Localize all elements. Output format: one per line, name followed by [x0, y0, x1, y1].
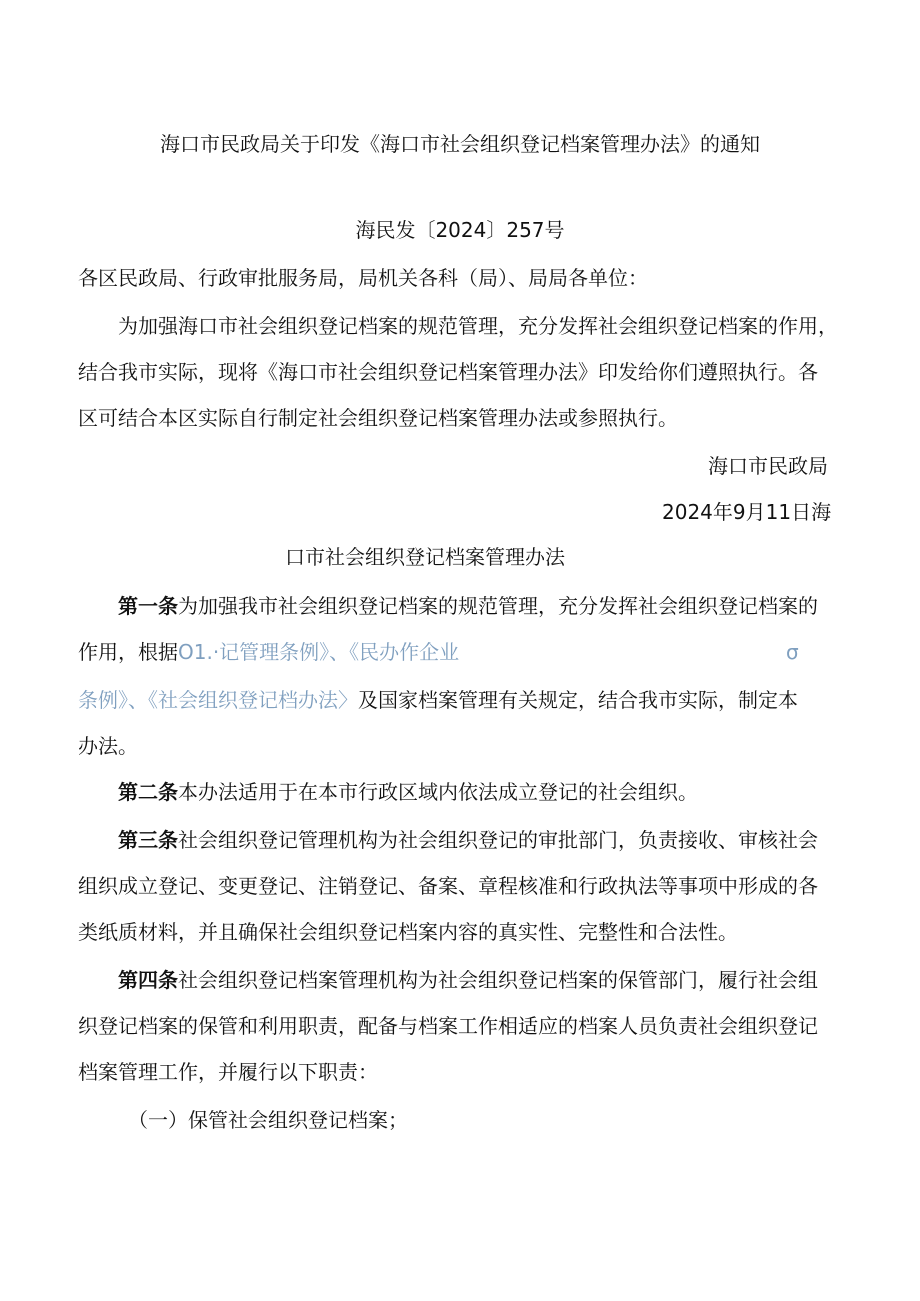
article-1-text-1: 为加强我市社会组织登记档案的规范管理，充分发挥社会组织登记档案的: [178, 594, 818, 618]
duty-item-1: （一）保管社会组织登记档案；: [128, 1108, 408, 1132]
article-1-line-1: [118, 592, 818, 620]
article-1-text-3-rest: 及国家档案管理有关规定，结合我市实际，制定本: [358, 688, 798, 712]
intro-line-3: 区可结合本区实际自行制定社会组织登记档案管理办法或参照执行。: [78, 406, 678, 430]
article-3-label: 第三条: [118, 828, 178, 852]
article-2-text-1: 本办法适用于在本市行政区域内依法成立登记的社会组织。: [178, 780, 698, 804]
article-4-text-1: 社会组织登记档案管理机构为社会组织登记档案的保管部门，履行社会组: [178, 968, 818, 992]
document-title: 海口市民政局关于印发《海口市社会组织登记档案管理办法》的通知: [160, 132, 760, 156]
article-1-label: 第一条: [118, 594, 178, 618]
article-3-line-2: 组织成立登记、变更登记、注销登记、备案、章程核准和行政执法等事项中形成的各: [78, 874, 818, 898]
article-4-line-2: 织登记档案的保管和利用职责，配备与档案工作相适应的档案人员负责社会组织登记: [78, 1014, 818, 1038]
intro-line-2: 结合我市实际，现将《海口市社会组织登记档案管理办法》印发给你们遵照执行。各: [78, 360, 818, 384]
intro-line-1: 为加强海口市社会组织登记档案的规范管理，充分发挥社会组织登记档案的作用，: [118, 314, 838, 338]
document-number: 海民发〔2024〕257号: [355, 218, 565, 242]
article-1-line-4: 办法。: [78, 734, 138, 758]
article-2-label: 第二条: [118, 780, 178, 804]
article-1-line-2: [78, 638, 459, 666]
addressee: 各区民政局、行政审批服务局，局机关各科（局）、局局各单位：: [78, 266, 648, 290]
article-3-line-3: 类纸质材料，并且确保社会组织登记档案内容的真实性、完整性和合法性。: [78, 920, 738, 944]
regulation-reference-link-2[interactable]: 条例》、《社会组织登记档办法〉: [78, 688, 358, 712]
date-line: 2024年9月11日海: [662, 500, 832, 524]
article-4-line-1: [118, 966, 818, 994]
article-2-line-1: [118, 778, 698, 806]
article-4-line-3: 档案管理工作，并履行以下职责：: [78, 1060, 378, 1084]
article-1-line-3: [78, 686, 798, 714]
article-3-text-1: 社会组织登记管理机构为社会组织登记的审批部门，负责接收、审核社会: [178, 828, 818, 852]
regulation-reference-link[interactable]: O1.·记管理条例》、《民办作企业: [178, 640, 460, 664]
regulation-subtitle: 口市社会组织登记档案管理办法: [285, 545, 565, 569]
article-3-line-1: [118, 826, 818, 854]
stray-glyph: σ: [786, 640, 799, 664]
article-4-label: 第四条: [118, 968, 178, 992]
article-1-text-2-prefix: 作用，根据: [78, 640, 178, 664]
signature: 海口市民政局: [708, 454, 828, 478]
